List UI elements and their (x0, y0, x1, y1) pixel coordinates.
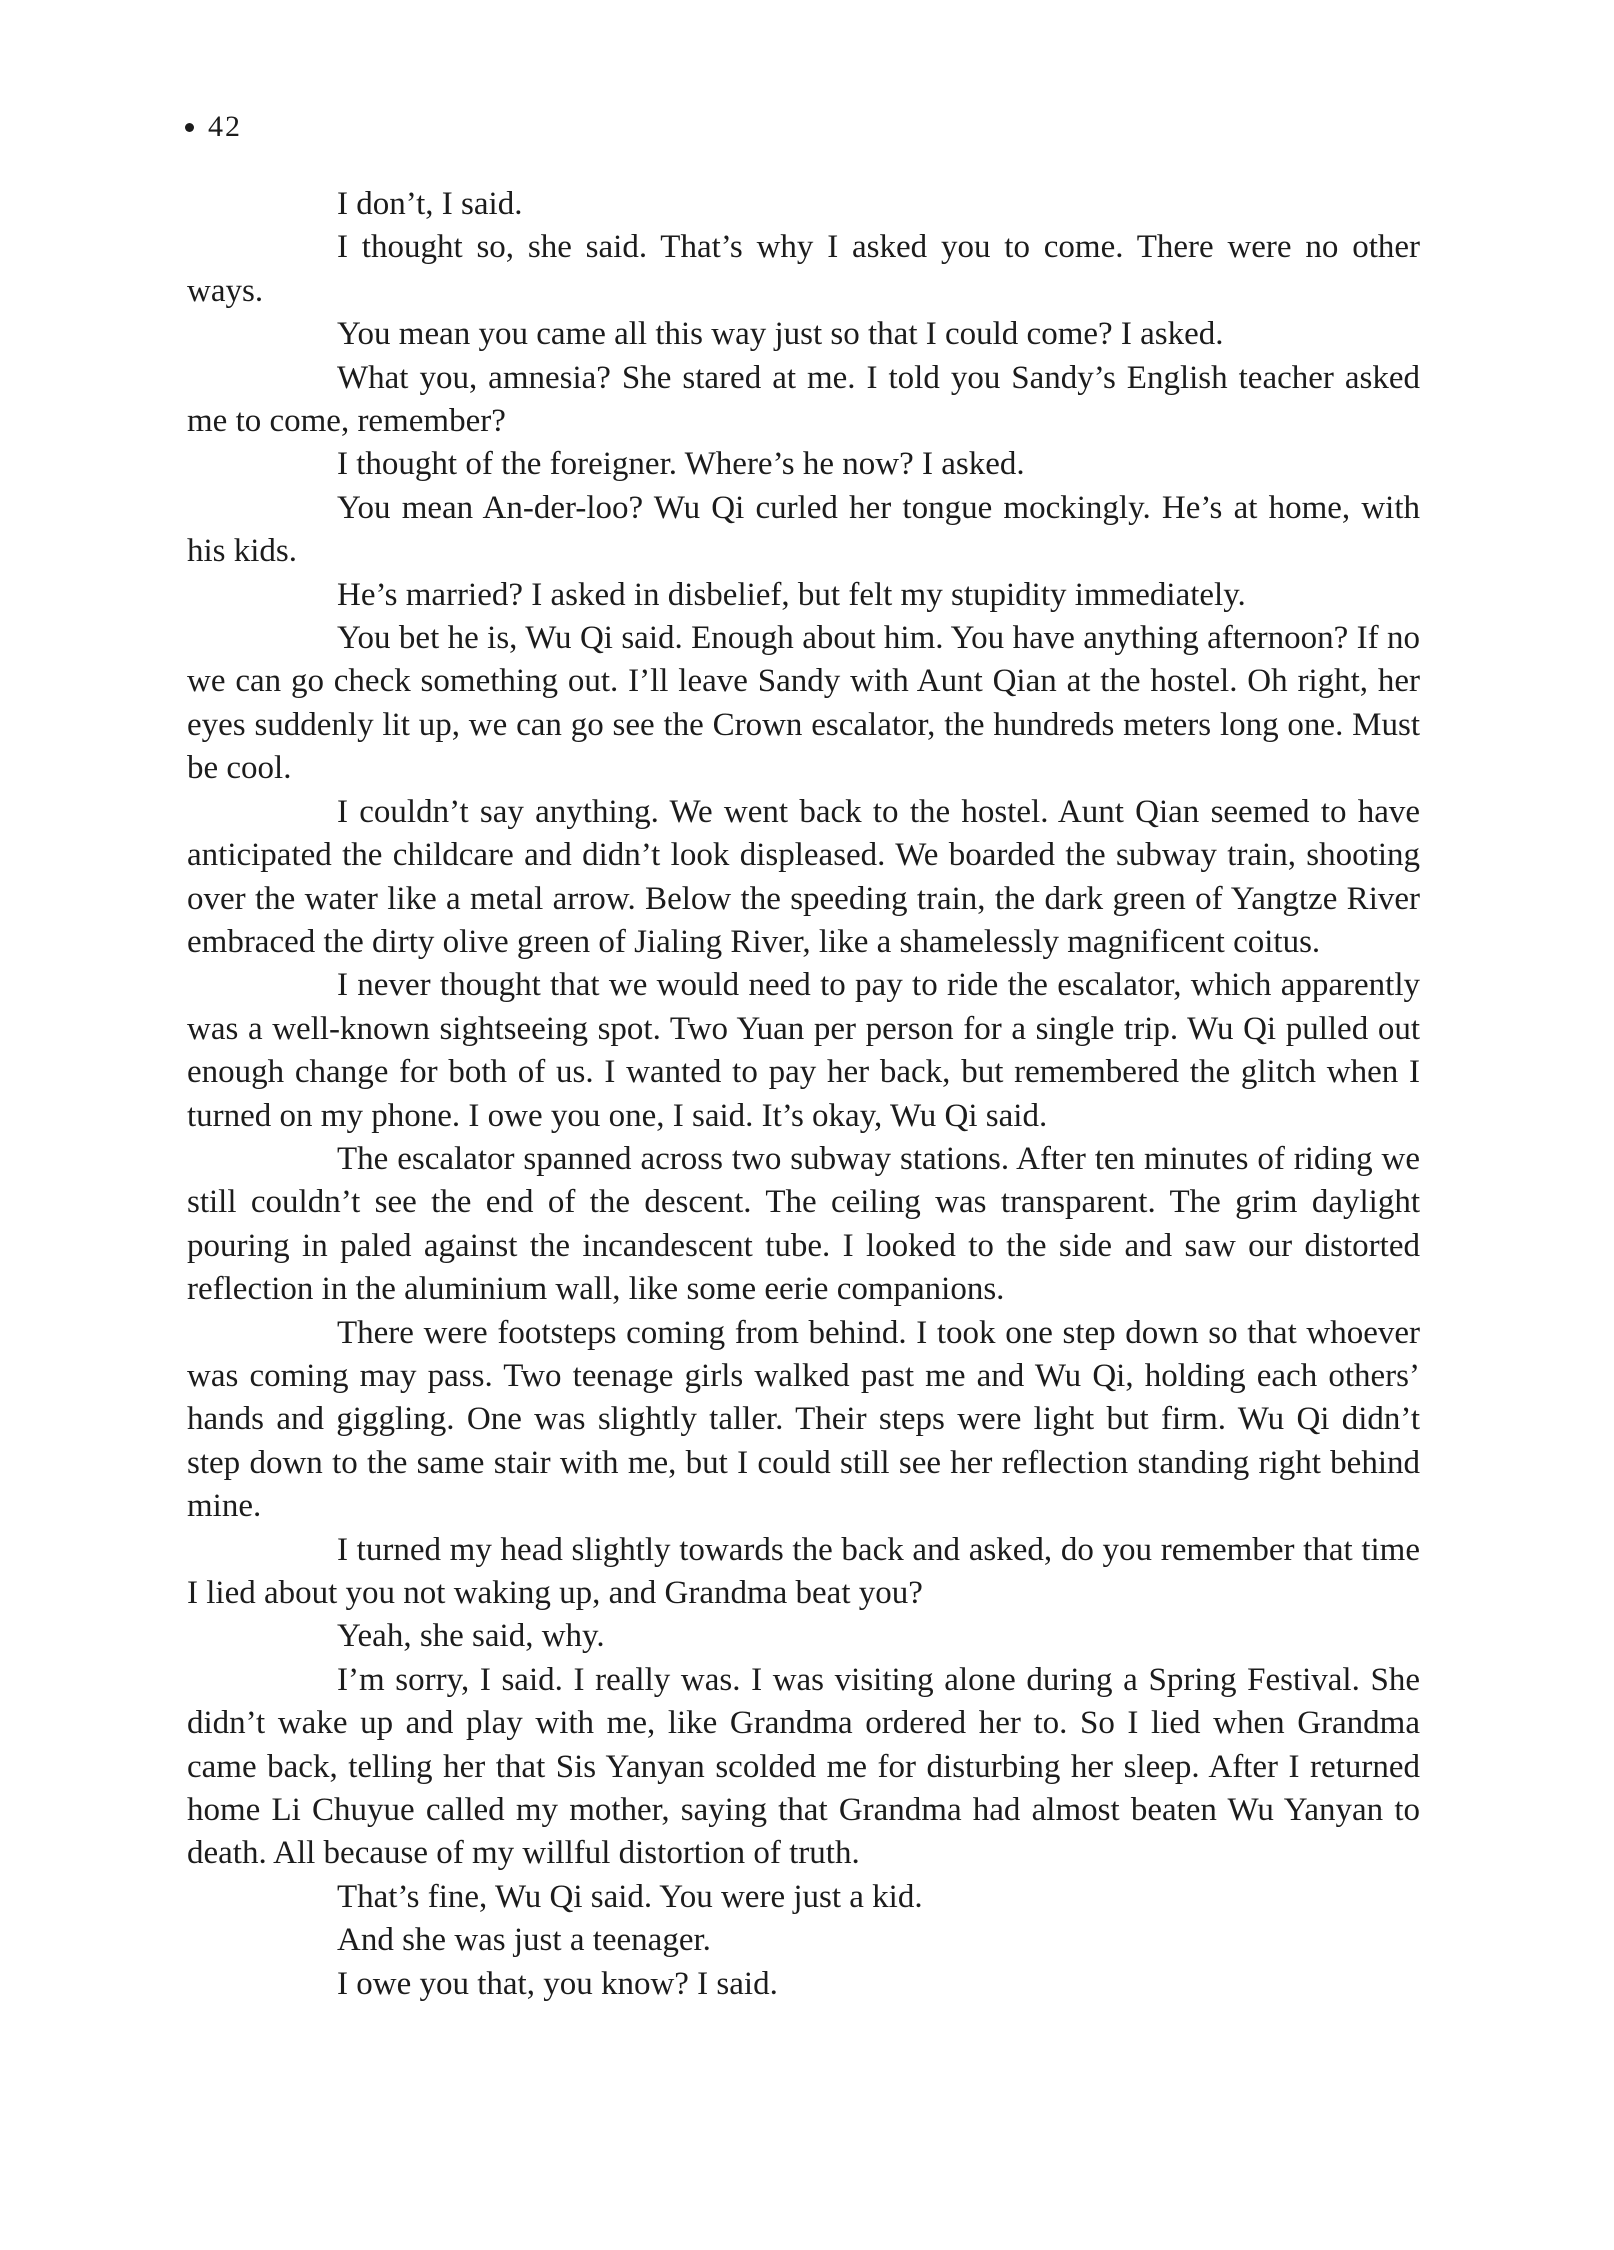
paragraph: Yeah, she said, why. (337, 1618, 605, 1655)
paragraph: I owe you that, you know? I said. (337, 1965, 778, 2002)
page-header (185, 110, 242, 144)
page-number: 42 (208, 110, 242, 143)
paragraph: The escalator spanned across two subway stations. After ten minutes of riding we still couldn’t see the end of the descent. The ceiling was transparent. The grim daylight pouring in paled against the incandescent tube. I looked to the side and saw our distorted reflection in the aluminium wall, like some eerie companions. (187, 1140, 1420, 1308)
paragraph: You mean An-der-loo? Wu Qi curled her tongue mockingly. He’s at home, with his kids. (187, 489, 1420, 570)
paragraph: I turned my head slightly towards the back and asked, do you remember that time I lied about you not waking up, and Grandma beat you? (187, 1531, 1420, 1611)
paragraph: What you, amnesia? She stared at me. I told you Sandy’s English teacher asked me to come, remember? (187, 359, 1420, 440)
paragraph: I’m sorry, I said. I really was. I was visiting alone during a Spring Festival. She didn’t wake up and play with me, like Grandma ordered her to. So I lied when Grandma came back, telling her that Sis Yanyan scolded me for disturbing her sleep. After I returned home Li Chuyue called my mother, saying that Grandma had almost beaten Wu Yanyan to death. All because of my willful distortion of truth. (187, 1661, 1420, 1872)
paragraph: I don’t, I said. (337, 186, 523, 222)
paragraph: You bet he is, Wu Qi said. Enough about him. You have anything afternoon? If no we can go check something out. I’ll leave Sandy with Aunt Qian at the hostel. Oh right, her eyes suddenly lit up, we can go see the Crown escalator, the hundreds meters long one. Must be cool. (187, 620, 1420, 787)
paragraph: And she was just a teenager. (337, 1922, 711, 1959)
paragraph: He’s married? I asked in disbelief, but felt my stupidity immediately. (337, 576, 1246, 613)
bullet-icon (185, 123, 194, 132)
paragraph: I thought of the foreigner. Where’s he now? I asked. (337, 446, 1025, 483)
paragraph: I thought so, she said. That’s why I asked you to come. There were no other ways. (187, 229, 1420, 309)
body-text (187, 183, 1420, 2006)
paragraph: I never thought that we would need to pay to ride the escalator, which apparently was a well-known sightseeing spot. Two Yuan per person for a single trip. Wu Qi pulled out enough change for both of us. I wanted to pay her back, but remembered the glitch when I turned on my phone. I owe you one, I said. It’s okay, Wu Qi said. (187, 967, 1420, 1134)
paragraph: There were footsteps coming from behind. I took one step down so that whoever was coming may pass. Two teenage girls walked past me and Wu Qi, holding each others’ hands and giggling. One was slightly taller. Their steps were light but firm. Wu Qi didn’t step down to the same stair with me, but I could still see her reflection standing right behind mine. (187, 1314, 1420, 1525)
paragraph: I couldn’t say anything. We went back to the hostel. Aunt Qian seemed to have anticipated the childcare and didn’t look displeased. We boarded the subway train, shooting over the water like a metal arrow. Below the speeding train, the dark green of Yangtze River embraced the dirty olive green of Jialing River, like a shamelessly magnificent coitus. (187, 793, 1420, 960)
paragraph: You mean you came all this way just so that I could come? I asked. (337, 316, 1224, 353)
paragraph: That’s fine, Wu Qi said. You were just a kid. (337, 1878, 923, 1915)
